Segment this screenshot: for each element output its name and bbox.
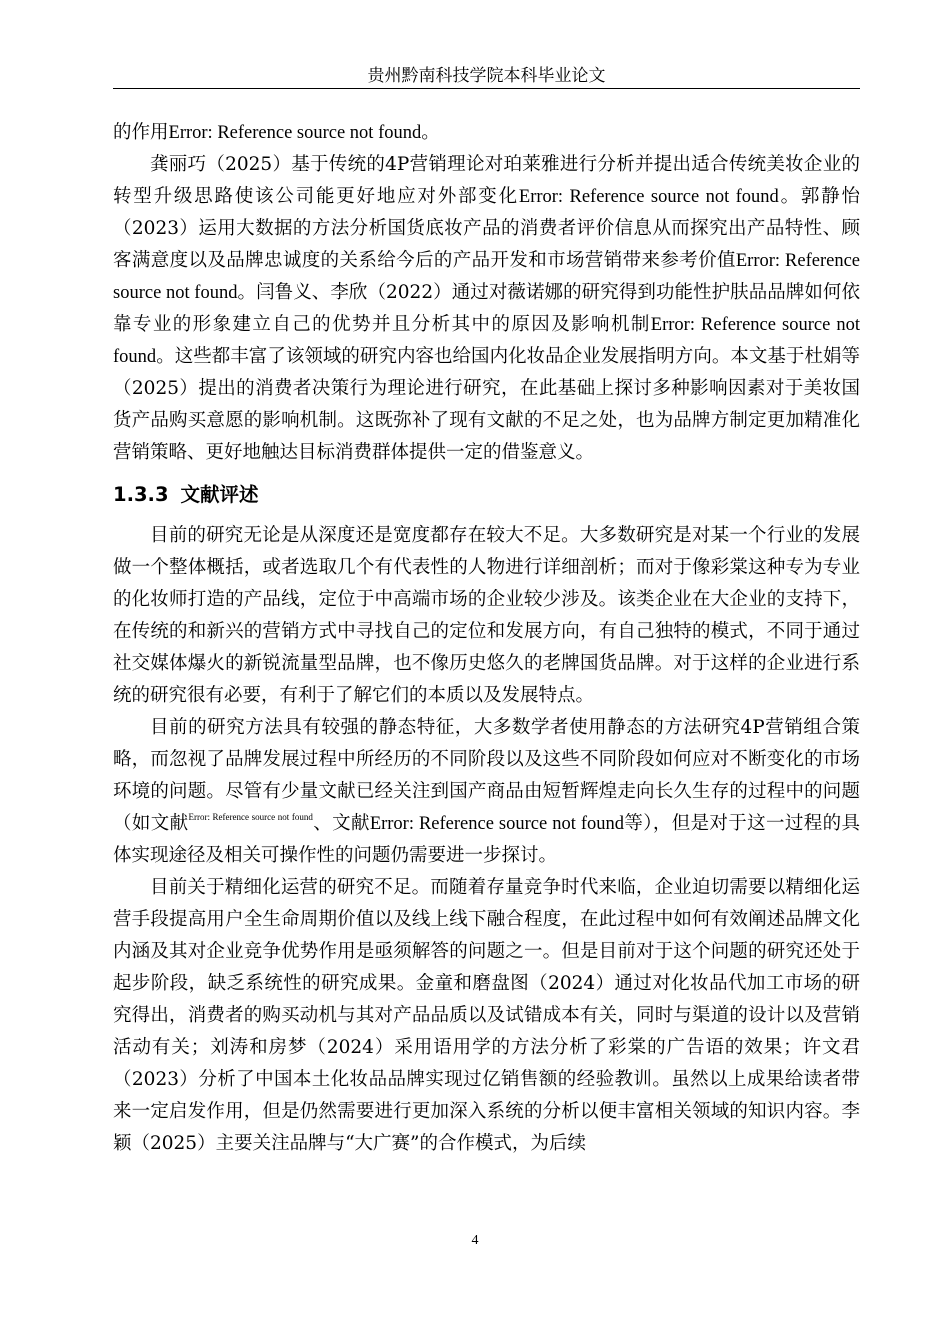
paragraph-3: 目前的研究无论是从深度还是宽度都存在较大不足。大多数研究是对某一个行业的发展做一个整体概括，或者选取几个有代表性的人物进行详细剖析；而对于像彩棠这种专为专业的化妆师打造的产品线，定位于中高端市场的企业较少涉及。该类企业在大企业的支持下，在传统的和新兴的营销方式中寻找自己的定位和发展方向，有自己独特的模式，不同于通过社交媒体爆火的新锐流量型品牌，也不像历史悠久的老牌国货品牌。对于这样的企业进行系统的研究很有必要，有利于了解它们的本质以及发展特点。 xyxy=(113,525,860,706)
page-number: 4 xyxy=(471,1233,479,1248)
text-run: 。郭静怡（2023）运用大数据的方法分析国货底妆产品的消费者评价信息从而探究出产品特性、顾客满意度以及品牌忠诚度的关系给今后的产品开发和市场营销带来参考价值 xyxy=(113,186,860,271)
text-run: 。闫鲁义、李欣（2022）通过对薇诺娜的研究得到功能性护肤品品牌如何依靠专业的形象建立自己的优势并且分析其中的原因及影响机制 xyxy=(113,282,860,335)
running-header: 贵州黔南科技学院本科毕业论文 xyxy=(367,66,606,86)
text-run: 、文献 xyxy=(312,813,370,834)
reference-error: Error: Reference source not found xyxy=(518,187,779,207)
paragraph-5: 目前关于精细化运营的研究不足。而随着存量竞争时代来临，企业迫切需要以精细化运营手段提高用户全生命周期价值以及线上线下融合程度，在此过程中如何有效阐述品牌文化内涵及其对企业竞争优势作用是亟须解答的问题之一。但是目前对于这个问题的研究还处于起步阶段，缺乏系统性的研究成果。金童和磨盘图（2024）通过对化妆品代加工市场的研究得出，消费者的购买动机与其对产品品质以及试错成本有关，同时与渠道的设计以及营销活动有关；刘涛和房梦（2024）采用语用学的方法分析了彩棠的广告语的效果；许文君（2023）分析了中国本土化妆品品牌实现过亿销售额的经验教训。虽然以上成果给读者带来一定启发作用，但是仍然需要进行更加深入系统的分析以便丰富相关领域的知识内容。李颖（2025）主要关注品牌与“大广赛”的合作模式，为后续 xyxy=(113,877,860,1154)
paragraph-2 xyxy=(113,149,860,469)
superscript-reference-error: Error: Reference source not found xyxy=(188,812,313,822)
section-title: 文献评述 xyxy=(180,483,259,506)
text-run: 龚丽巧（2025）基于传统的4P营销理论对珀莱雅进行分析并提出适合传统美妆企业的转型升级思路使该公司能更好地应对外部变化 xyxy=(113,154,860,207)
section-number: 1.3.3 xyxy=(113,483,169,506)
reference-error: Error: Reference source not found xyxy=(113,315,860,367)
text-run: 目前的研究方法具有较强的静态特征，大多数学者使用静态的方法研究4P营销组合策略，而忽视了品牌发展过程中所经历的不同阶段以及这些不同阶段如何应对不断变化的市场环境的问题。尽管有少量文献已经关注到国产商品由短暂辉煌走向长久生存的过程中的问题（如文献 xyxy=(113,717,860,834)
paragraph-4 xyxy=(113,712,860,872)
section-heading xyxy=(113,478,860,512)
paragraph-1 xyxy=(113,117,860,149)
text-run: 等），但是对于这一过程的具体实现途径及相关可操作性的问题仍需要进一步探讨。 xyxy=(113,813,860,866)
text-run: 。这些都丰富了该领域的研究内容也给国内化妆品企业发展指明方向。本文基于杜娟等（2025）提出的消费者决策行为理论进行研究，在此基础上探讨多种影响因素对于美妆国货产品购买意愿的影响机制。这既弥补了现有文献的不足之处，也为品牌方制定更加精准化营销策略、更好地触达目标消费群体提供一定的借鉴意义。 xyxy=(113,346,860,463)
text-run: 。 xyxy=(421,122,440,143)
reference-error: Error: Reference source not found xyxy=(369,814,624,834)
reference-error: Error: Reference source not found xyxy=(168,123,422,143)
header-rule xyxy=(113,88,860,89)
page-body xyxy=(113,117,860,1160)
text-run: 的作用 xyxy=(113,122,169,143)
reference-error: Error: Reference source not found xyxy=(113,251,860,303)
